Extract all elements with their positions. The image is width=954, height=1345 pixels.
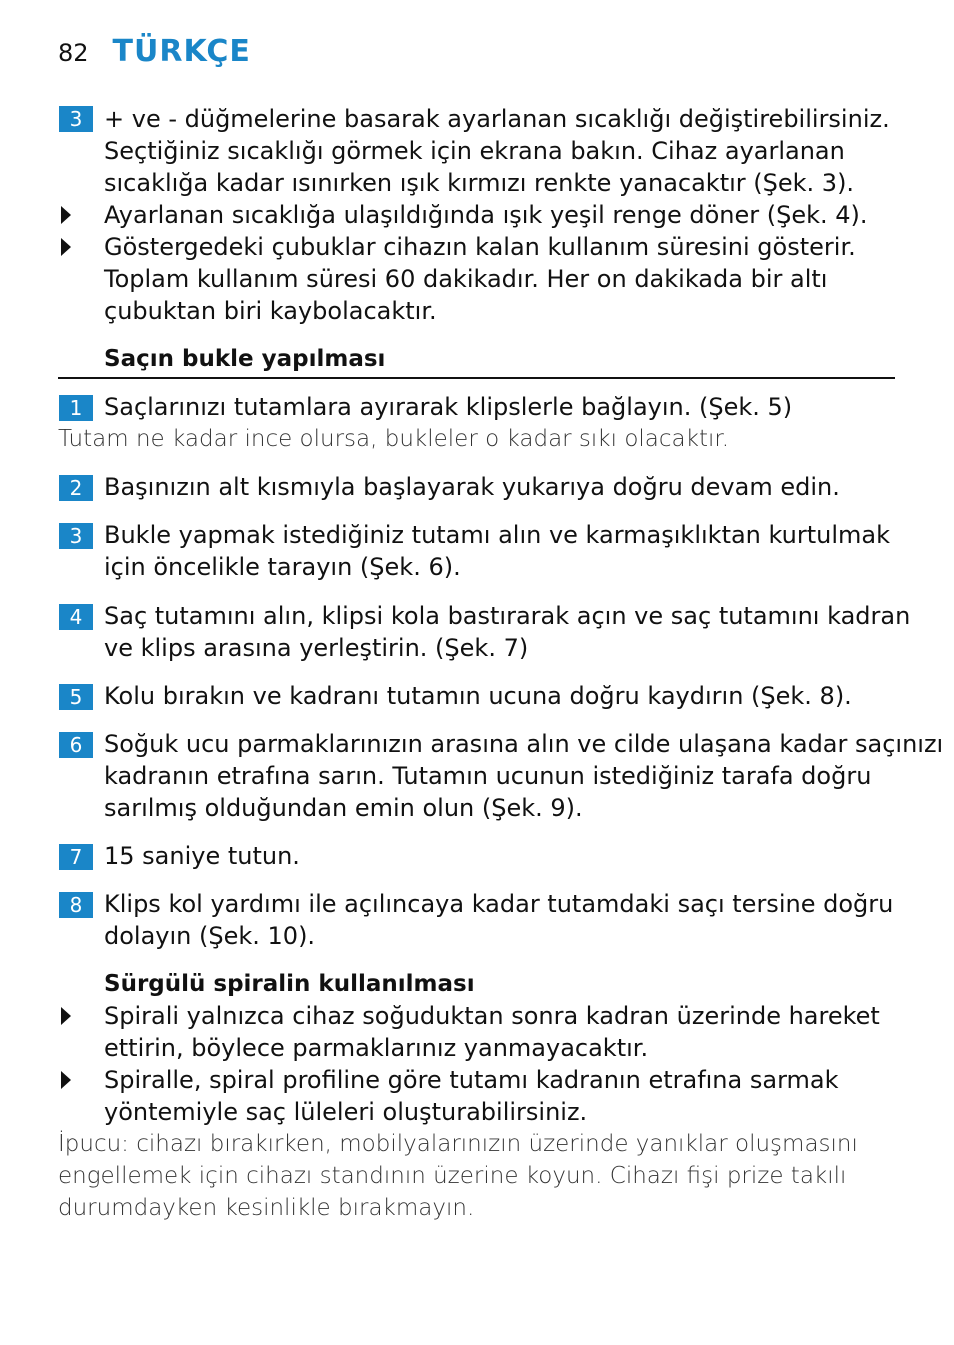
step-text: Saçlarınızı tutamlara ayırarak klipslerle bağlayın. (Şek. 5) — [104, 393, 793, 421]
step-text: Bukle yapmak istediğiniz tutamı alın ve karmaşıklıktan kurtulmak — [104, 521, 891, 549]
step-number-badge: 3 — [59, 106, 93, 132]
step-number-badge: 4 — [59, 604, 93, 630]
page-header — [58, 34, 251, 69]
tip-text: durumdayken kesinlikle bırakmayın. — [58, 1195, 475, 1221]
step-text: Soğuk ucu parmaklarınızın arasına alın ve cilde ulaşana kadar saçınızı — [104, 730, 944, 758]
step-text: kadranın etrafına sarın. Tutamın ucunun istediğiniz tarafa doğru — [104, 762, 872, 790]
step-text: ve klips arasına yerleştirin. (Şek. 7) — [104, 634, 529, 662]
step-number-badge: 5 — [59, 684, 93, 710]
instruction-text: sıcaklığa kadar ısınırken ışık kırmızı renkte yanacaktır (Şek. 3). — [104, 169, 855, 197]
step-text: dolayın (Şek. 10). — [104, 922, 316, 950]
step-number-badge: 1 — [59, 395, 93, 421]
step-text: Klips kol yardımı ile açılıncaya kadar tutamdaki saçı tersine doğru — [104, 890, 894, 918]
step-number-badge: 6 — [59, 732, 93, 758]
note-text: Tutam ne kadar ince olursa, bukleler o kadar sıkı olacaktır. — [58, 426, 730, 452]
bullet-arrow-icon — [61, 1007, 71, 1025]
step-text: Saç tutamını alın, klipsi kola bastırarak açın ve saç tutamını kadran — [104, 602, 911, 630]
bullet-text: Spirali yalnızca cihaz soğuduktan sonra kadran üzerinde hareket — [104, 1002, 880, 1030]
tip-text: engellemek için cihazı standının üzerine koyun. Cihazı fişi prize takılı — [58, 1163, 847, 1189]
bullet-arrow-icon — [61, 206, 71, 224]
bullet-text: çubuktan biri kaybolacaktır. — [104, 297, 437, 325]
step-number-badge: 8 — [59, 892, 93, 918]
step-number-badge: 3 — [59, 523, 93, 549]
step-text: sarılmış olduğundan emin olun (Şek. 9). — [104, 794, 583, 822]
page-number: 82 — [58, 39, 89, 67]
section-divider — [58, 377, 895, 379]
bullet-text: ettirin, böylece parmaklarınız yanmayacaktır. — [104, 1034, 649, 1062]
instruction-text: Seçtiğiniz sıcaklığı görmek için ekrana bakın. Cihaz ayarlanan — [104, 137, 845, 165]
step-number-badge: 7 — [59, 844, 93, 870]
bullet-text: Göstergedeki çubuklar cihazın kalan kullanım süresini gösterir. — [104, 233, 856, 261]
section-heading: Sürgülü spiralin kullanılması — [104, 971, 475, 997]
bullet-arrow-icon — [61, 238, 71, 256]
instruction-text: + ve - düğmelerine basarak ayarlanan sıcaklığı değiştirebilirsiniz. — [104, 105, 890, 133]
section-heading: Saçın bukle yapılması — [104, 346, 386, 372]
bullet-text: Ayarlanan sıcaklığa ulaşıldığında ışık yeşil renge döner (Şek. 4). — [104, 201, 868, 229]
bullet-text: yöntemiyle saç lüleleri oluşturabilirsiniz. — [104, 1098, 588, 1126]
step-text: için öncelikle tarayın (Şek. 6). — [104, 553, 461, 581]
step-text: Kolu bırakın ve kadranı tutamın ucuna doğru kaydırın (Şek. 8). — [104, 682, 852, 710]
bullet-arrow-icon — [61, 1071, 71, 1089]
step-number-badge: 2 — [59, 475, 93, 501]
bullet-text: Toplam kullanım süresi 60 dakikadır. Her on dakikada bir altı — [104, 265, 828, 293]
tip-text: İpucu: cihazı bırakırken, mobilyalarınızın üzerinde yanıklar oluşmasını — [58, 1131, 858, 1157]
step-text: 15 saniye tutun. — [104, 842, 300, 870]
bullet-text: Spiralle, spiral profiline göre tutamı kadranın etrafına sarmak — [104, 1066, 839, 1094]
step-text: Başınızın alt kısmıyla başlayarak yukarıya doğru devam edin. — [104, 473, 840, 501]
language-title: TÜRKÇE — [112, 34, 251, 69]
